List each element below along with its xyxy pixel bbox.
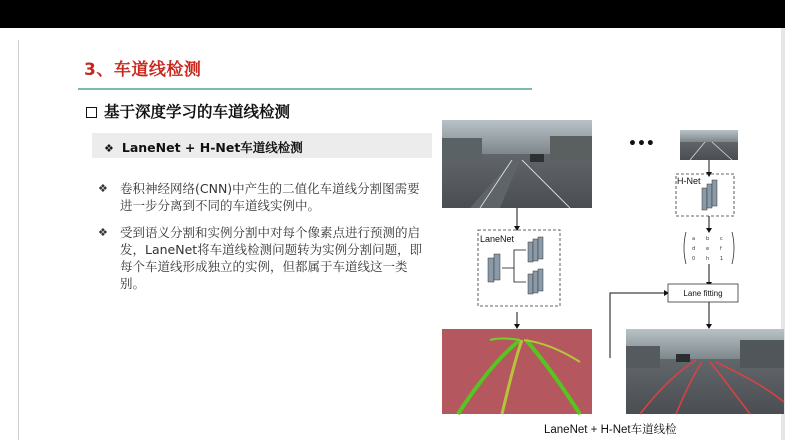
bullet-item (98, 180, 428, 214)
section-title: 3、车道线检测 (84, 60, 202, 80)
subtitle (86, 100, 290, 122)
segmentation-output (442, 329, 592, 414)
matrix-cell: e (706, 246, 710, 252)
diamond-bullet-icon: ❖ (98, 226, 108, 239)
subtitle-text: 基于深度学习的车道线检测 (104, 103, 291, 121)
matrix-cell: d (692, 246, 696, 252)
matrix-cell: 0 (692, 256, 696, 262)
matrix-cell: h (706, 256, 710, 262)
hnet-label: H-Net (677, 176, 701, 186)
bullet-item (98, 224, 428, 292)
matrix-cell: b (706, 236, 710, 242)
highlight-item (104, 138, 303, 156)
title-divider (78, 88, 532, 90)
diamond-bullet-icon: ❖ (104, 142, 114, 155)
figure-caption: LaneNet + H-Net车道线检 (544, 424, 677, 436)
bullet-text: 卷积神经网络(CNN)中产生的二值化车道线分割图需要进一步分离到不同的车道线实例中。 (120, 181, 420, 213)
top-black-bar (0, 0, 785, 28)
matrix-cell: f (720, 246, 722, 252)
lanenet-hnet-diagram (440, 118, 785, 440)
diamond-bullet-icon: ❖ (98, 182, 108, 195)
input-road-photo (442, 120, 592, 208)
highlight-text: LaneNet + H-Net车道线检测 (121, 140, 303, 155)
matrix-cell: 1 (720, 256, 724, 262)
bullet-text: 受到语义分割和实例分割中对每个像素点进行预测的启发，LaneNet将车道线检测问题转为实例分割问题，即每个车道线形成独立的实例，但都属于车道线这一类别。 (120, 225, 423, 291)
lane-result-photo (626, 329, 784, 414)
hnet-conv-blocks (702, 180, 717, 210)
lane-fitting-label: Lane fitting (683, 289, 723, 298)
lanenet-conv-blocks (488, 237, 543, 294)
matrix-cell: a (692, 236, 696, 242)
left-border-line (18, 40, 19, 440)
hnet-input-photo (680, 130, 738, 160)
matrix-cell: c (720, 236, 723, 242)
checkbox-square-icon (86, 107, 97, 118)
ellipsis-dots: ••• (628, 136, 655, 152)
homography-matrix (684, 232, 734, 264)
lanenet-label: LaneNet (480, 234, 515, 244)
